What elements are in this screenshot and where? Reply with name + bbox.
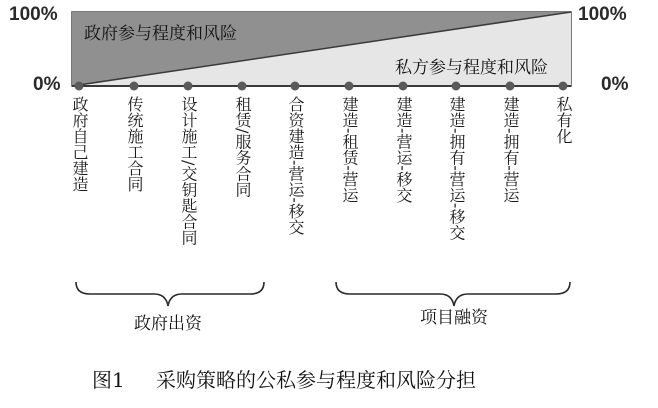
- marker-dot: [452, 82, 461, 91]
- marker-dot: [345, 82, 354, 91]
- right-axis-bottom-label: 0%: [601, 74, 629, 95]
- right-axis-top-label: 100%: [578, 4, 627, 25]
- category-label: 设计施工/交钥匙合同: [179, 96, 198, 246]
- category-label: 建造-拥有-营运-移交: [447, 96, 466, 241]
- figure-number: 图1: [92, 368, 125, 392]
- category-label: 私有化: [554, 96, 573, 144]
- category-label: 传统施工合同: [125, 96, 144, 192]
- marker-dot: [130, 82, 139, 91]
- marker-dot: [238, 82, 247, 91]
- left-axis-bottom-label: 0%: [33, 74, 61, 95]
- group-label-project-finance: 项目融资: [420, 308, 488, 328]
- private-region-label: 私方参与程度和风险: [395, 58, 548, 78]
- left-axis-top-label: 100%: [9, 4, 58, 25]
- marker-dot: [559, 82, 568, 91]
- marker-dot: [399, 82, 408, 91]
- government-region-label: 政府参与程度和风险: [84, 24, 237, 44]
- marker-dot: [291, 82, 300, 91]
- marker-dot: [506, 82, 515, 91]
- category-label: 建造-拥有-营运: [501, 96, 520, 203]
- category-label: 建造-租赁-营运: [340, 96, 359, 203]
- marker-dot: [75, 82, 84, 91]
- category-label: 合资建造-营运-移交: [286, 96, 305, 235]
- project-finance-brace: [336, 282, 570, 306]
- category-label: 建造-营运-移交: [394, 96, 413, 203]
- figure-title: 采购策略的公私参与程度和风险分担: [156, 368, 476, 392]
- marker-dot: [184, 82, 193, 91]
- government-funding-brace: [76, 282, 264, 306]
- category-label: 政府自己建造: [70, 96, 89, 192]
- group-label-government-funding: 政府出资: [134, 314, 202, 334]
- category-label: 租赁/服务合同: [233, 96, 252, 198]
